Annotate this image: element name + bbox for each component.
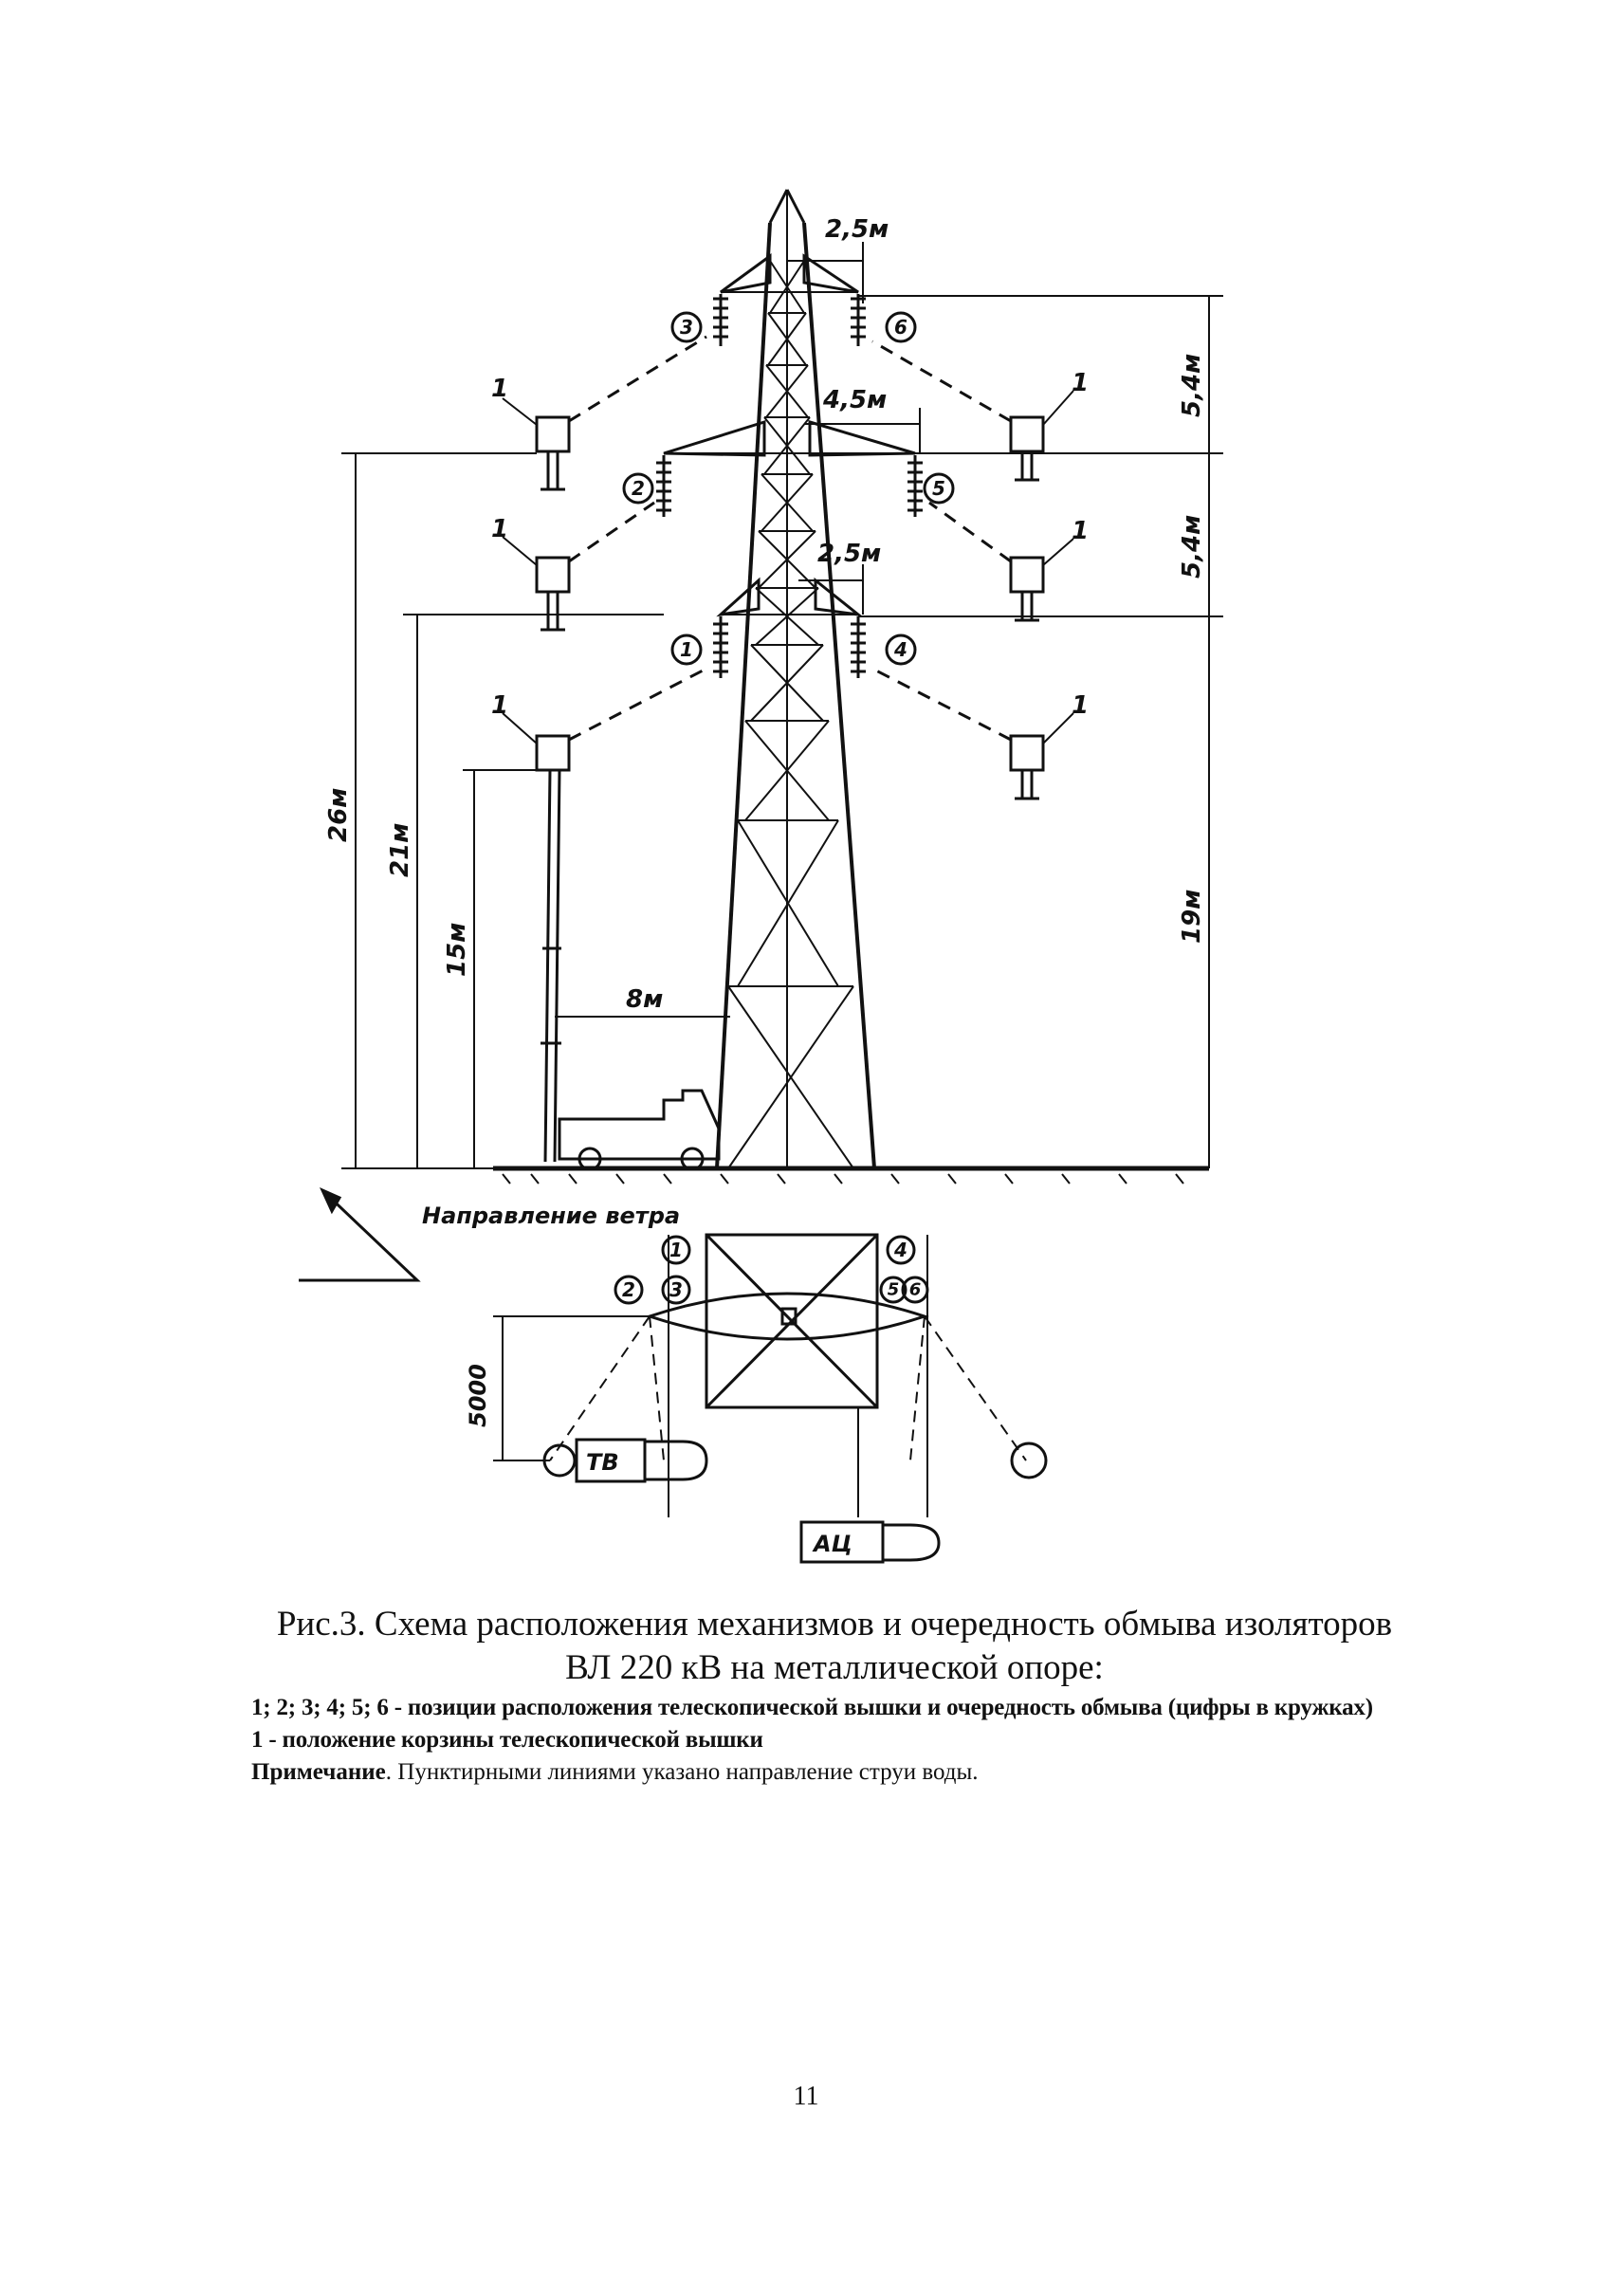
basket-label: 1 [491, 691, 509, 720]
figure-legend [251, 1692, 1418, 1756]
plan-pos-5: 5 [887, 1279, 900, 1300]
legend-positions: 1; 2; 3; 4; 5; 6 - позиции расположения телескопической вышки и очередность обмыва (цифры в кружках) [251, 1695, 1373, 1720]
dim-8-label: 8м [626, 985, 664, 1014]
dim-26-label: 26м [324, 787, 353, 842]
plan-pos-6: 6 [908, 1279, 922, 1300]
basket-label: 1 [1072, 517, 1090, 545]
basket-label: 1 [491, 515, 509, 543]
basket-label: 1 [491, 375, 509, 403]
dim-15-label: 15м [443, 922, 471, 977]
basket-label: 1 [1072, 369, 1090, 397]
plan-pos-1: 1 [669, 1239, 683, 1261]
dim-5000-label: 5000 [465, 1364, 491, 1427]
dim-19-label: 19м [1178, 889, 1206, 944]
pos-5-mid: 5 [932, 477, 945, 500]
dim-top-label: 2,5м [825, 215, 889, 244]
plan-pos-2: 2 [622, 1278, 635, 1301]
basket-label: 1 [1072, 691, 1090, 720]
truck-tv-label: ТВ [586, 1449, 619, 1476]
figure-note [251, 1756, 1418, 1789]
plan-pos-3: 3 [669, 1278, 683, 1301]
pos-2-mid: 2 [632, 477, 645, 500]
pos-6-top: 6 [894, 316, 907, 339]
telescopic-boom [541, 770, 561, 1162]
page-number: 11 [793, 2082, 819, 2111]
dim-mid-label: 4,5м [823, 386, 888, 414]
insulators [656, 294, 923, 678]
plan-pos-4: 4 [894, 1239, 907, 1261]
figure-caption: Рис.3. Схема расположения механизмов и очередность обмыва изоляторов ВЛ 220 кВ на металлической опоре: [276, 1605, 1393, 1687]
dim-low-label: 2,5м [817, 540, 882, 568]
dimension-lines [341, 242, 1223, 1168]
dim-5-4-bottom-label: 5,4м [1178, 514, 1206, 579]
dim-5-4-top-label: 5,4м [1178, 353, 1206, 417]
truck-side [559, 1091, 719, 1169]
dim-21-label: 21м [386, 822, 414, 877]
note-text: . Пунктирными линиями указано направление струи воды. [385, 1759, 979, 1785]
pos-4-low: 4 [894, 638, 907, 661]
note-label: Примечание [251, 1759, 386, 1785]
legend-basket: 1 - положение корзины телескопической вышки [251, 1727, 763, 1753]
wind-arrow [299, 1190, 417, 1280]
pos-3-top: 3 [680, 316, 693, 339]
truck-ac-label: АЦ [814, 1531, 852, 1557]
pos-1-low: 1 [680, 638, 693, 661]
wind-label: Направление ветра [422, 1203, 681, 1229]
plan-view [493, 1235, 1046, 1562]
